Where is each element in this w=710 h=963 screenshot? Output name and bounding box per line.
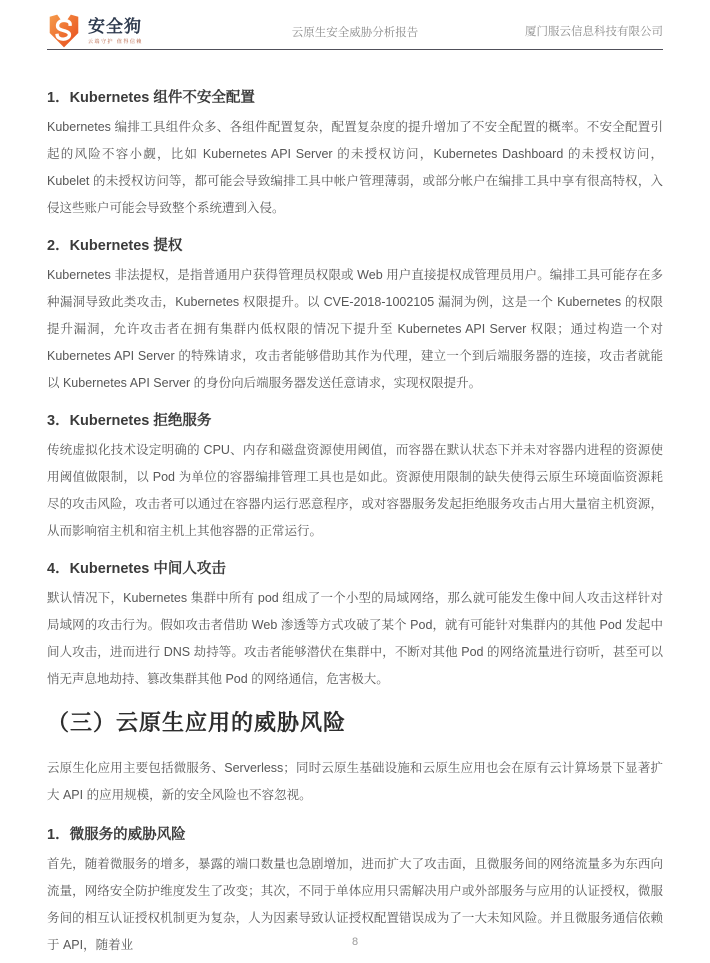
page-number: 8 <box>351 936 359 948</box>
safedog-logo <box>47 14 143 48</box>
page-header <box>47 0 663 50</box>
section-heading-2: 2．Kubernetes 提权 <box>47 238 183 254</box>
chapter-heading: （三）云原生应用的威胁风险 <box>47 710 347 735</box>
brand-text-block <box>88 17 143 45</box>
section-paragraph-4: 默认情况下，Kubernetes 集群中所有 pod 组成了一个小型的局域网络，那么就可能发生像中间人攻击这样针对局域网的攻击行为。假如攻击者借助 Web 渗透等方式攻破了某个 Pod，就有可能针对集群内的其他 Pod 发起中间人攻击，进而进行 DNS 劫持等。攻击者能够潜伏在集群中，不断对其他 Pod 的网络流量进行窃听，甚至可以悄无声息地劫持、篡改集群其他 Pod 的网络通信，危害极大。 <box>47 591 663 686</box>
section-paragraph-3: 传统虚拟化技术设定明确的 CPU、内存和磁盘资源使用阈值，而容器在默认状态下并未对容器内进程的资源使用阈值做限制，以 Pod 为单位的容器编排管理工具也是如此。资源使用限制的缺失使得云原生环境面临资源耗尽的攻击风险，攻击者可以通过在容器内运行恶意程序，或对容器服务发起拒绝服务攻击占用大量宿主机资源，从而影响宿主机和宿主机上其他容器的正常运行。 <box>47 443 663 538</box>
section-heading-1: 1．Kubernetes 组件不安全配置 <box>47 90 255 106</box>
subsection-heading-1: 1．微服务的威胁风险 <box>47 827 186 843</box>
company-name: 厦门服云信息科技有限公司 <box>525 26 663 38</box>
section-heading-4: 4．Kubernetes 中间人攻击 <box>47 561 226 577</box>
fox-logo-icon <box>47 14 81 48</box>
brand-name: 安全狗 <box>88 17 142 36</box>
brand-tagline: 云端守护 值得信赖 <box>88 39 143 45</box>
section-paragraph-1: Kubernetes 编排工具组件众多、各组件配置复杂，配置复杂度的提升增加了不安全配置的概率。不安全配置引起的风险不容小觑，比如 Kubernetes API Server 的未授权访问，Kubernetes Dashboard 的未授权访问，Kubelet 的未授权访问等，都可能会导致编排工具中帐户管理薄弱，或部分帐户在编排工具中享有很高特权，入侵这些账户可能会导致整个系统遭到入侵。 <box>47 120 663 215</box>
report-body <box>47 86 663 959</box>
section-paragraph-2: Kubernetes 非法提权，是指普通用户获得管理员权限或 Web 用户直接提权成管理员用户。编排工具可能存在多种漏洞导致此类攻击，Kubernetes 权限提升。以 CVE-2018-1002105 漏洞为例，这是一个 Kubernetes 的权限提升漏洞，允许攻击者在拥有集群内低权限的情况下提升至 Kubernetes API Server 权限；通过构造一个对 Kubernetes API Server 的特殊请求，攻击者能够借助其作为代理，建立一个到后端服务器的连接，攻击者就能以 Kubernetes API Server 的身份向后端服务器发送任意请求，实现权限提升。 <box>47 268 663 390</box>
chapter-intro-paragraph: 云原生化应用主要包括微服务、Serverless；同时云原生基础设施和云原生应用也会在原有云计算场景下显著扩大 API 的应用规模，新的安全风险也不容忽视。 <box>47 761 663 802</box>
section-heading-3: 3．Kubernetes 拒绝服务 <box>47 413 212 429</box>
subsection-paragraph-1: 首先，随着微服务的增多，暴露的端口数量也急剧增加，进而扩大了攻击面，且微服务间的网络流量多为东西向流量，网络安全防护维度发生了改变；其次，不同于单体应用只需解决用户或外部服务与应用的认证授权，微服务间的相互认证授权机制更为复杂，人为因素导致认证授权配置错误成为了一大未知风险。并且微服务通信依赖于 API，随着业 <box>47 857 663 952</box>
document-title: 云原生安全威胁分析报告 <box>291 27 419 39</box>
